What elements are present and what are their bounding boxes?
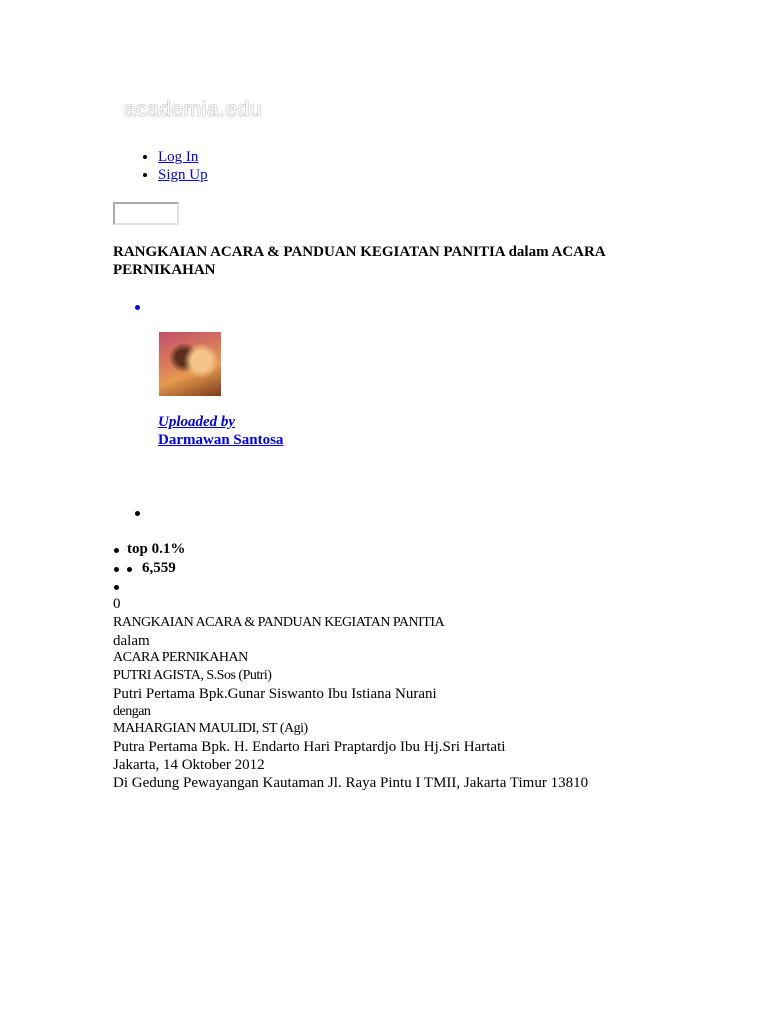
bullet-icon [135, 305, 140, 310]
content-line: Putri Pertama Bpk.Gunar Siswanto Ibu Istiana Nurani [113, 686, 437, 702]
content-line: Di Gedung Pewayangan Kautaman Jl. Raya Pintu I TMII, Jakarta Timur 13810 [113, 775, 589, 791]
content-line: Putra Pertama Bpk. H. Endarto Hari Praptardjo Ibu Hj.Sri Hartati [113, 739, 506, 755]
document-title: RANGKAIAN ACARA & PANDUAN KEGIATAN PANITIA dalam ACARA PERNIKAHAN [113, 244, 605, 278]
content-line: ACARA PERNIKAHAN [113, 650, 248, 665]
views-stat: 6,559 [142, 560, 176, 576]
rank-stat: top 0.1% [127, 541, 186, 557]
signup-link[interactable]: Sign Up [158, 167, 208, 183]
count-stat: 0 [113, 596, 121, 612]
login-link[interactable]: Log In [158, 149, 199, 165]
content-line: MAHARGIAN MAULIDI, ST (Agi) [113, 721, 308, 736]
content-line: Jakarta, 14 Oktober 2012 [113, 757, 265, 773]
bullet-icon [114, 585, 119, 590]
academia-logo[interactable]: academia.edu [124, 98, 262, 121]
author-link[interactable]: Darmawan Santosa [158, 432, 284, 448]
bullet-icon [114, 567, 119, 572]
content-line: dengan [113, 704, 151, 719]
content-line: RANGKAIAN ACARA & PANDUAN KEGIATAN PANITIA [113, 615, 445, 630]
uploaded-by-link[interactable]: Uploaded by [158, 414, 236, 430]
nav-item-login [158, 148, 208, 166]
content-line: dalam [113, 633, 150, 649]
bullet-icon [127, 567, 132, 572]
content-line: PUTRI AGISTA, S.Sos (Putri) [113, 668, 272, 683]
uploader-avatar[interactable] [159, 332, 221, 396]
bullet-icon [114, 548, 119, 553]
header-nav [113, 148, 208, 184]
search-input[interactable] [113, 202, 179, 225]
bullet-icon [135, 511, 140, 516]
nav-item-signup [158, 166, 208, 184]
